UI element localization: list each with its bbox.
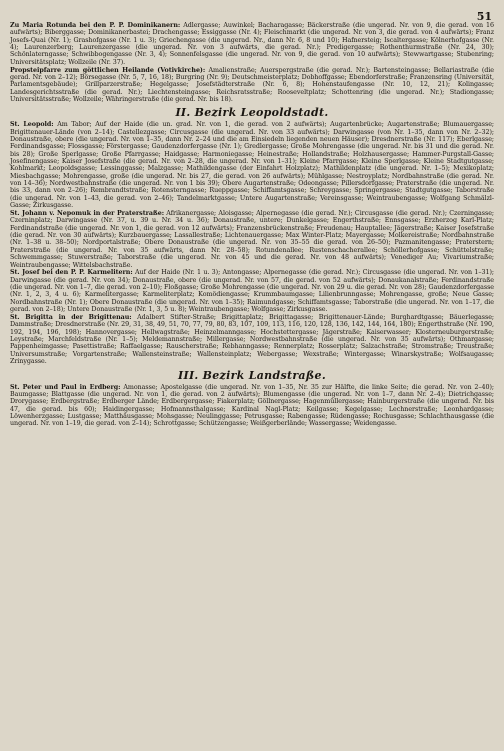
- parish-name: St. Peter und Paul in Erdberg:: [10, 383, 121, 391]
- street-list: Adlergasse; Auwinkel; Bacharagasse; Bäckerstraße (die ungerad. Nr. von 9, die gerad. von 16 aufwärts); Biberggasse; Dominikanerbastei; Drachengasse; Essiggasse (Nr. 4); Fleischmarkt (die ungerad. Nr. von 3, die gerad. von 4 aufwärts); Franz Josefs-Quai (Nr. 1); Grashofgasse (Nr. 1 u. 3); Griechengasse (die ungerad. Nr., dann Nr. 6, 8 und 10); Hafnersteig; Iscaltergasse; Kölnerhofgasse (Nr. 4); Laurenzerberg; Laurenzergasse (die ungerad. Nr. von 3 aufwärts, die gerad. Nr.); Predigergasse; Rothenthurmstraße (Nr. 24, 30); Schönlaterngasse; Schwibbogengasse (Nr. 3, 4); Sonnenfelsgasse (die ungerad. Nr. von 9, die gerad. von 10 aufwärts); Stewwartgasse; Stubenring; Universitätsplatz; Wollzeile (Nr. 37).: [10, 22, 494, 66]
- section-heading: II. Bezirk Leopoldstadt.: [175, 106, 329, 120]
- street-list: Amalienstraße; Auerspergstraße (die gerad. Nr.); Bartensteingasse; Bellariastraße (die gerad. Nr. von 2–12); Börsegasse (Nr. 5, 7, 16, 18); Burgring (Nr. 9); Deutschmeisterplatz; Dobhoffgasse; Ebendorferstraße; Franzensring (Universität, Parlamentsgebäude); Grillparzerstraße; Hegelgasse; Josefstädterstraße (Nr. 6, 8); Hohenstaufengasse (Nr. 10, 12, 21); Kolingasse; Landesgerichtsstraße (die gerad. Nr.); Liechtensteingasse; Reichsratsstraße; Rooseveltplatz; Schottenring (die ungerad. Nr.); Stadiongasse; Universitätsstraße; Wollzeile; Währingerstraße (die gerad. Nr. bis 18).: [10, 66, 494, 104]
- parish-entry: [10, 314, 494, 365]
- parish-entry: [10, 22, 494, 66]
- parish-entry: [10, 384, 494, 428]
- parish-entry: [10, 121, 494, 209]
- parish-name: Propsteipfarre zum göttlichen Heilande (Votivkirche):: [10, 66, 206, 74]
- parish-entry: [10, 269, 494, 313]
- page-number: 51: [476, 10, 492, 23]
- parish-name: St. Brigitta in der Brigittenau:: [10, 314, 132, 322]
- section-block-landstrasse: [10, 384, 494, 428]
- street-list: Afrikanergasse; Aloisgasse; Alpernegasse (die gerad. Nr.); Circusgasse (die gerad. Nr.); Czerningasse; Czerninplatz; Darwingasse (Nr. 37, u. 39 u. Nr. 34 u. 36); Donaustraße, untere; Dunkelgasse; Engerthstraße; Ennsgasse; Erzherzog Karl-Platz; Ferdinandstraße (die ungerad. Nr. von 1, die gerad. von 12 aufwärts); Franzensbrückenstraße; Freudenau; Hauptallee; Jägerstraße; Kaiser Josefstraße (die gerad. Nr. von 30 aufwärts); Kurzbauergasse; Lassallestraße; Lichtenauergasse; Max Winter-Platz; Mayergasse; Molkereistraße; Nordbahnstraße (Nr. 1–38 u. 38–50); Nordportalstraße; Obere Donaustraße (die ungerad. Nr. von 35–55 die gerad. von 26–50); Pazmanitengasse; Praterstern; Praterstraße (die ungerad. Nr. von 35 aufwärts, dann Nr. 28–58); Rotundenallee; Rustenschacherallee; Schöllerhofgasse; Schüttelstraße; Schwemmgasse; Stuwerstraße; Taborstraße (die ungerad. Nr. von 45 und die gerad. Nr. von 48 aufwärts); Venediger Au; Vivariumstraße; Weintraubengasse; Wittelsbachstraße.: [10, 210, 494, 269]
- street-list: Am Tabor; Auf der Haide (die un. grad. Nr. von 1, die gerad. von 2 aufwärts); Augartenbrücke; Augartenstraße; Blumauergasse; Brigittenauer-Lände (von 2–14); Castellezgasse; Circusgasse (die ungerad. Nr. von 33 aufwärts); Darwingasse (von Nr. 1–35, dann von Nr. 2–32); Donaustraße, obere (die ungerad. Nr. von 1–35, dann Nr. 2–24 und die am Einsiedeln liegenden neuen Häuser); Dresdnerstraße (Nr. 117); Eberlgasse; Ferdinandsgasse; Flossgasse; Förstergasse; Gaudenzdorfergasse (Nr. 1); Gredlergasse; Große Mohrengasse (die ungerad. Nr. bis 31 und die gerad. Nr. bis 28); Große Sperlgasse; Große Pfarrgasse; Haidgasse; Harmoniegasse; Heinestraße; Hollandstraße; Holzhausergasse; Hammer-Purgstall-Gasse; Josefinengasse; Kaiser Josefstraße (die gerad. Nr. von 2–28, die ungerad. Nr. von 1–31); Kleine Pfarrgasse; Kleine Sperlgasse; Kleine Stadtgutgasse; Kohlmarkt; Leopoldsgasse; Lessinggasse; Malzgasse; Mathildengasse (der Einfahrt Holzplatz); Mathildenplatz (die ungerad. Nr. 1–5); Mexikoplatz; Miesbachgasse; Mohrengasse, große (die ungerad. Nr. bis 27, die gerad. von 26 aufwärts); Mühlgasse; Nestroyplatz; Nordbahnstraße (die gerad. Nr. von 14–36); Nordwestbahnstraße (die ungerad. Nr. von 1 bis 39); Obere Augartenstraße; Odeongasse; Pillersdorfgasse; Praterstraße (die ungerad. Nr. bis 33, dann von 2–26); Rembrandtstraße; Rotensterngasse; Rueppgasse; Schiffamtsgasse; Schreygasse; Springergasse; Stadtgutgasse; Taborstraße (die ungerad. Nr. von 1–43, die gerad. von 2–46); Tandelmarktgasse; Untere Augartenstraße; Vereinsgasse; Weintraubengasse; Wolfgang Schmälzl-Gasse; Zirkusgasse.: [10, 121, 494, 210]
- street-list: Auf der Haide (Nr. 1 u. 3); Antongasse; Alpernegasse (die gerad. Nr.); Circusgasse (die ungerad. Nr. von 1–31); Darwingasse (die gerad. Nr. von 34); Donaustraße, obere (die ungerad. Nr. von 57, die gerad. von 52 aufwärts); Donaukanalstraße; Ferdinandstraße (die ungerad. Nr. von 1–7, die gerad. von 2–10); Floßgasse; Große Mohrengasse (die ungerad. Nr. von 29 u. die gerad. Nr. von 28); Gaudenzdorfergasse (Nr. 1, 2, 3, 4 u. 6); Karmelitergasse; Karmeliterplatz; Komödiengasse; Krummbaumgasse; Lilienbrunngasse; Mohrengasse, große; Neue Gasse; Nordbahnstraße (Nr. 1); Obere Donaustraße (die ungerad. Nr. von 1–35); Raimundgasse; Schiffamtsgasse; Taborstraße (die ungerad. Nr. von 1–17, die gerad. von 2–18); Untere Donaustraße (Nr. 1, 3, 5 u. 8); Weintraubengasse; Wolfgasse; Zirkusgasse.: [10, 269, 495, 314]
- parish-name: Zu Maria Rotunda bei den P. P. Dominikanern:: [10, 22, 181, 29]
- parish-name: St. Josef bei den P. P. Karmelitern:: [10, 269, 133, 277]
- parish-name: St. Leopold:: [10, 121, 54, 129]
- parish-entry: [10, 210, 494, 269]
- parish-entry: [10, 67, 494, 104]
- intro-block: [10, 22, 494, 103]
- parish-name: St. Johann v. Nepomuk in der Praterstraße:: [10, 210, 164, 218]
- section-heading: III. Bezirk Landstraße.: [178, 368, 326, 382]
- street-list: Adalbert Stifter-Straße; Brigittaplatz; Brigittagasse; Brigittenauer-Lände; Burghardtgasse; Bäuerlegasse; Dammstraße; Dresdnerstraße (Nr. 29, 31, 38, 49, 51, 70, 77, 79, 80, 83, 107, 109, 113, 116, 120, 128, 136, 142, 144, 164, 180); Engerthstraße (Nr. 190, 192, 194, 196, 198); Hannovergasse; Hellwagstraße; Heinzelmanngasse; Hochstettergasse; Jägerstraße; Kaiserwasser; Klosterneuburgerstraße; Leystraße; Marchfeldstraße (Nr. 1–5); Meldemannstraße; Millergasse; Nordwestbahnstraße (die ungerad. Nr. von 35 aufwärts); Othmargasse; Pappenheimgasse; Pasettistraße; Raffaelgasse; Rauscherstraße; Rebhanngasse; Rennerplatz; Rosserplatz; Salzachstraße; Stromstraße; Treustraße; Universumstraße; Vorgartenstraße; Wallensteinstraße; Wallensteinplatz; Webergasse; Wexstraße; Wintergasse; Winarskystraße; Wolfsaugasse; Zrinygasse.: [10, 314, 494, 366]
- street-list: Amonasse; Apostelgasse (die ungerad. Nr. von 1–35, Nr. 35 zur Hälfte, die linke Seite; die gerad. Nr. von 2–40); Baumgasse; Blattgasse (die ungerad. Nr. von 1, die gerad. von 2 aufwärts); Blumengasse (die ungerad. Nr. von 1–7, dann Nr. 2–4); Dietrichgasse; Drorygasse; Erdbergstraße; Erdberger Lände; Erdbergergasse; Fiakerplatz; Göllnergasse; Hagenmüllergasse; Hainburgerstraße (die ungerad. Nr. bis 47, die gerad. bis 60); Haidingergasse; Hofmannsthalgasse; Kardinal Nagl-Platz; Keilgasse; Kegelgasse; Lechnerstraße; Leonhardgasse; Löwenherzgasse; Lustgasse; Matthäusgasse; Mohsgasse; Neulinggasse; Petrusgasse; Rabengasse; Rüdengasse; Rochusgasse; Schlachthausgasse (die ungerad. Nr. von 1–19, die gerad. von 2–14); Schrottgasse; Schützengasse; Weißgerberlände; Wassergasse; Weidengasse.: [10, 383, 494, 428]
- section-block-leopoldstadt: [10, 121, 494, 365]
